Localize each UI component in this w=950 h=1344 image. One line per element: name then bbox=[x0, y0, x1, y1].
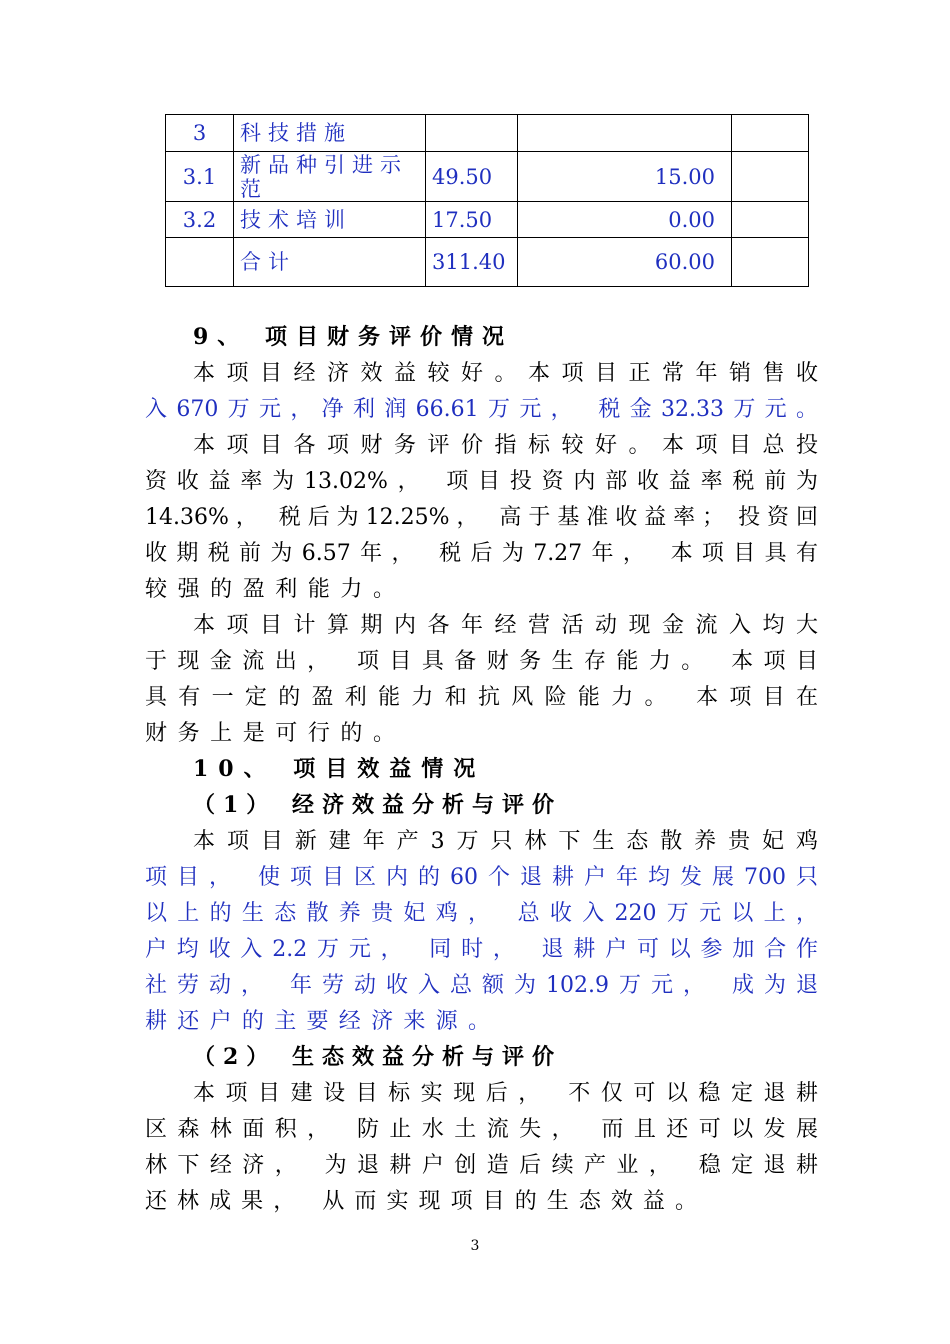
section-10-heading: 10、 项目效益情况 bbox=[193, 756, 486, 782]
paragraph-line: 较强的盈利能力。 bbox=[145, 577, 395, 602]
row-value-b bbox=[518, 115, 732, 152]
section-9-heading: 9、 项目财务评价情况 bbox=[193, 324, 513, 350]
row-number bbox=[166, 238, 234, 287]
row-value-b: 0.00 bbox=[518, 202, 732, 238]
subsection-2-heading: （2） 生态效益分析与评价 bbox=[193, 1044, 562, 1070]
row-value-c bbox=[732, 152, 809, 202]
row-value-a: 17.50 bbox=[426, 202, 518, 238]
subsection-1-heading: （1） 经济效益分析与评价 bbox=[193, 792, 562, 818]
paragraph-line: 还林成果， 从而实现项目的生态效益。 bbox=[145, 1189, 697, 1214]
paragraph-line: 本项目新建年产3万只林下生态散养贵妃鸡 bbox=[193, 829, 818, 854]
paragraph-line: 区森林面积， 防止水土流失， 而且还可以发展 bbox=[145, 1117, 818, 1142]
row-number: 3.2 bbox=[166, 202, 234, 238]
paragraph-line: 耕还户的主要经济来源。 bbox=[145, 1009, 490, 1034]
row-value-a bbox=[426, 115, 518, 152]
row-number: 3 bbox=[166, 115, 234, 152]
paragraph-line: 入670万元，净利润66.61万元， 税金32.33万元。 bbox=[145, 397, 818, 422]
row-value-a: 311.40 bbox=[426, 238, 518, 287]
paragraph-line: 于现金流出， 项目具备财务生存能力。 本项目 bbox=[145, 649, 818, 674]
row-item: 科技措施 bbox=[234, 115, 426, 152]
row-value-c bbox=[732, 202, 809, 238]
paragraph-line: 以上的生态散养贵妃鸡， 总收入220万元以上， bbox=[145, 901, 818, 926]
row-number: 3.1 bbox=[166, 152, 234, 202]
table-row bbox=[166, 202, 809, 238]
row-value-c bbox=[732, 115, 809, 152]
paragraph-line: 本项目计算期内各年经营活动现金流入均大 bbox=[193, 613, 818, 638]
row-value-b: 15.00 bbox=[518, 152, 732, 202]
paragraph-line: 本项目经济效益较好。本项目正常年销售收 bbox=[193, 361, 818, 386]
row-item: 合计 bbox=[234, 238, 426, 287]
row-value-c bbox=[732, 238, 809, 287]
paragraph-line: 财务上是可行的。 bbox=[145, 721, 395, 746]
investment-table bbox=[165, 114, 809, 287]
page-number: 3 bbox=[470, 1238, 480, 1254]
row-value-a: 49.50 bbox=[426, 152, 518, 202]
paragraph-line: 资收益率为13.02%， 项目投资内部收益率税前为 bbox=[145, 469, 818, 494]
table-row bbox=[166, 115, 809, 152]
paragraph-line: 本项目建设目标实现后， 不仅可以稳定退耕 bbox=[193, 1081, 818, 1106]
paragraph-line: 社劳动， 年劳动收入总额为102.9万元， 成为退 bbox=[145, 973, 818, 998]
table-row bbox=[166, 238, 809, 287]
paragraph-line: 14.36%， 税后为12.25%， 高于基准收益率； 投资回 bbox=[145, 505, 818, 530]
paragraph-line: 林下经济， 为退耕户创造后续产业， 稳定退耕 bbox=[145, 1153, 818, 1178]
table-row bbox=[166, 152, 809, 202]
row-item: 技术培训 bbox=[234, 202, 426, 238]
paragraph-line: 户均收入2.2万元， 同时， 退耕户可以参加合作 bbox=[145, 937, 818, 962]
row-value-b: 60.00 bbox=[518, 238, 732, 287]
row-item: 新品种引进示范 bbox=[234, 152, 426, 202]
paragraph-line: 项目， 使项目区内的60个退耕户年均发展700只 bbox=[145, 865, 818, 890]
paragraph-line: 收期税前为6.57年， 税后为7.27年， 本项目具有 bbox=[145, 541, 818, 566]
paragraph-line: 本项目各项财务评价指标较好。本项目总投 bbox=[193, 433, 818, 458]
paragraph-line: 具有一定的盈利能力和抗风险能力。 本项目在 bbox=[145, 685, 818, 710]
